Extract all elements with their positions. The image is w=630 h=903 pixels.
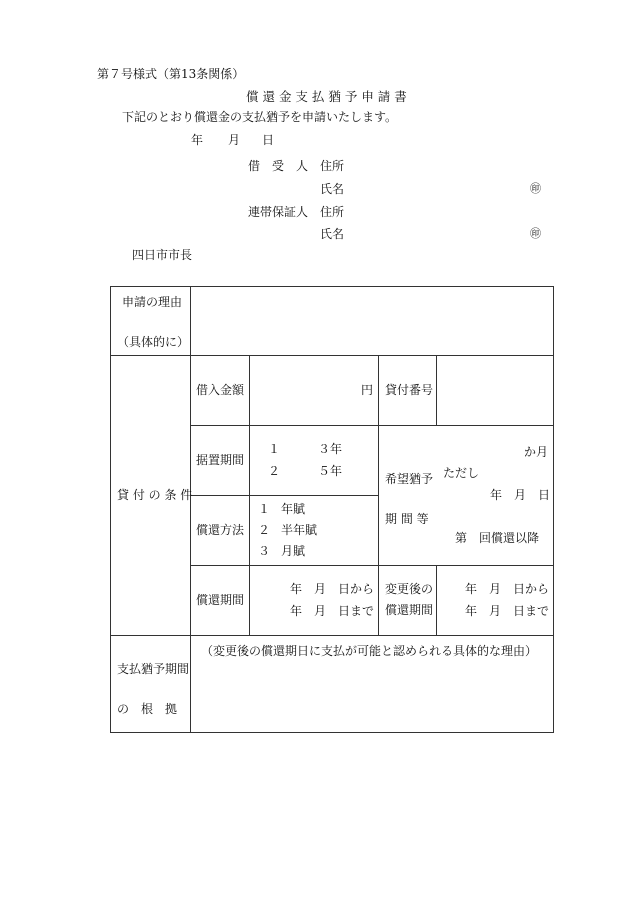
borrower-seal: ㊞ xyxy=(530,182,541,195)
months-unit: か月 xyxy=(524,445,549,459)
loan-number-field[interactable] xyxy=(437,356,552,424)
table-border-right xyxy=(553,286,554,733)
desired-date[interactable]: 年 月 日 xyxy=(490,488,551,502)
deferment-option-2-num: ２ xyxy=(268,464,281,478)
method-2-num: ２ xyxy=(258,523,271,537)
yen-unit: 円 xyxy=(361,383,374,397)
guarantor-label: 連帯保証人 xyxy=(248,205,309,219)
col-sep-3 xyxy=(378,355,379,635)
guarantor-seal: ㊞ xyxy=(530,227,541,240)
loan-amount-field[interactable] xyxy=(250,356,355,424)
method-3-num: ３ xyxy=(258,544,271,558)
date-month: 月 xyxy=(228,133,241,147)
repay-period-label: 償還期間 xyxy=(196,593,245,607)
date-year: 年 xyxy=(191,133,204,147)
form-id: 第７号様式（第13条関係） xyxy=(97,67,245,81)
repay-method-label: 償還方法 xyxy=(196,523,245,537)
method-1[interactable]: 年賦 xyxy=(281,502,306,516)
deferment-option-2[interactable]: ５年 xyxy=(318,464,343,478)
row-sep-3 xyxy=(190,495,378,496)
deferment-label: 据置期間 xyxy=(196,453,245,467)
changed-period-from[interactable]: 年 月 日から xyxy=(465,582,550,596)
row-sep-2 xyxy=(190,425,553,426)
changed-period-until[interactable]: 年 月 日まで xyxy=(465,604,550,618)
repay-period-from[interactable]: 年 月 日から xyxy=(290,582,375,596)
reason-label-sub: （具体的に） xyxy=(117,335,190,349)
basis-label-2: の 根 拠 xyxy=(117,702,178,716)
basis-note: （変更後の償還期日に支払が可能と認められる具体的な理由） xyxy=(201,644,538,658)
page-title: 償 還 金 支 払 猶 予 申 請 書 xyxy=(246,89,407,104)
tadashi-text: ただし xyxy=(443,466,480,480)
basis-field[interactable] xyxy=(191,662,552,731)
from-installment[interactable]: 第 回償還以降 xyxy=(455,531,540,545)
changed-label-1: 変更後の xyxy=(385,582,434,596)
desired-label-2: 期 間 等 xyxy=(385,512,429,526)
reason-field[interactable] xyxy=(191,287,552,354)
deferment-option-1[interactable]: ３年 xyxy=(318,442,343,456)
loan-number-label: 貸付番号 xyxy=(385,383,434,397)
borrower-name-label: 氏名 xyxy=(320,182,345,196)
reason-label: 申請の理由 xyxy=(122,295,183,309)
loan-amount-label: 借入金額 xyxy=(196,383,245,397)
guarantor-address-label: 住所 xyxy=(320,205,345,219)
row-sep-4 xyxy=(190,565,553,566)
method-1-num: １ xyxy=(258,502,271,516)
desired-label-1: 希望猶予 xyxy=(385,472,434,486)
guarantor-name-label: 氏名 xyxy=(320,227,345,241)
row-sep-5 xyxy=(110,635,553,636)
changed-label-2: 償還期間 xyxy=(385,603,434,617)
repay-period-until[interactable]: 年 月 日まで xyxy=(290,604,375,618)
deferment-option-1-num: １ xyxy=(268,442,281,456)
table-border-left xyxy=(110,286,111,733)
borrower-address-label: 住所 xyxy=(320,159,345,173)
borrower-label: 借 受 人 xyxy=(248,159,309,173)
intro-text: 下記のとおり償還金の支払猶予を申請いたします。 xyxy=(122,110,398,124)
addressee: 四日市市長 xyxy=(132,248,193,262)
date-day: 日 xyxy=(262,133,275,147)
table-border-bottom xyxy=(110,732,553,733)
basis-label-1: 支払猶予期間 xyxy=(117,662,190,676)
col-sep-5 xyxy=(436,565,437,635)
method-2[interactable]: 半年賦 xyxy=(281,523,318,537)
method-3[interactable]: 月賦 xyxy=(281,544,306,558)
conditions-label: 貸 付 の 条 件 xyxy=(117,488,193,502)
